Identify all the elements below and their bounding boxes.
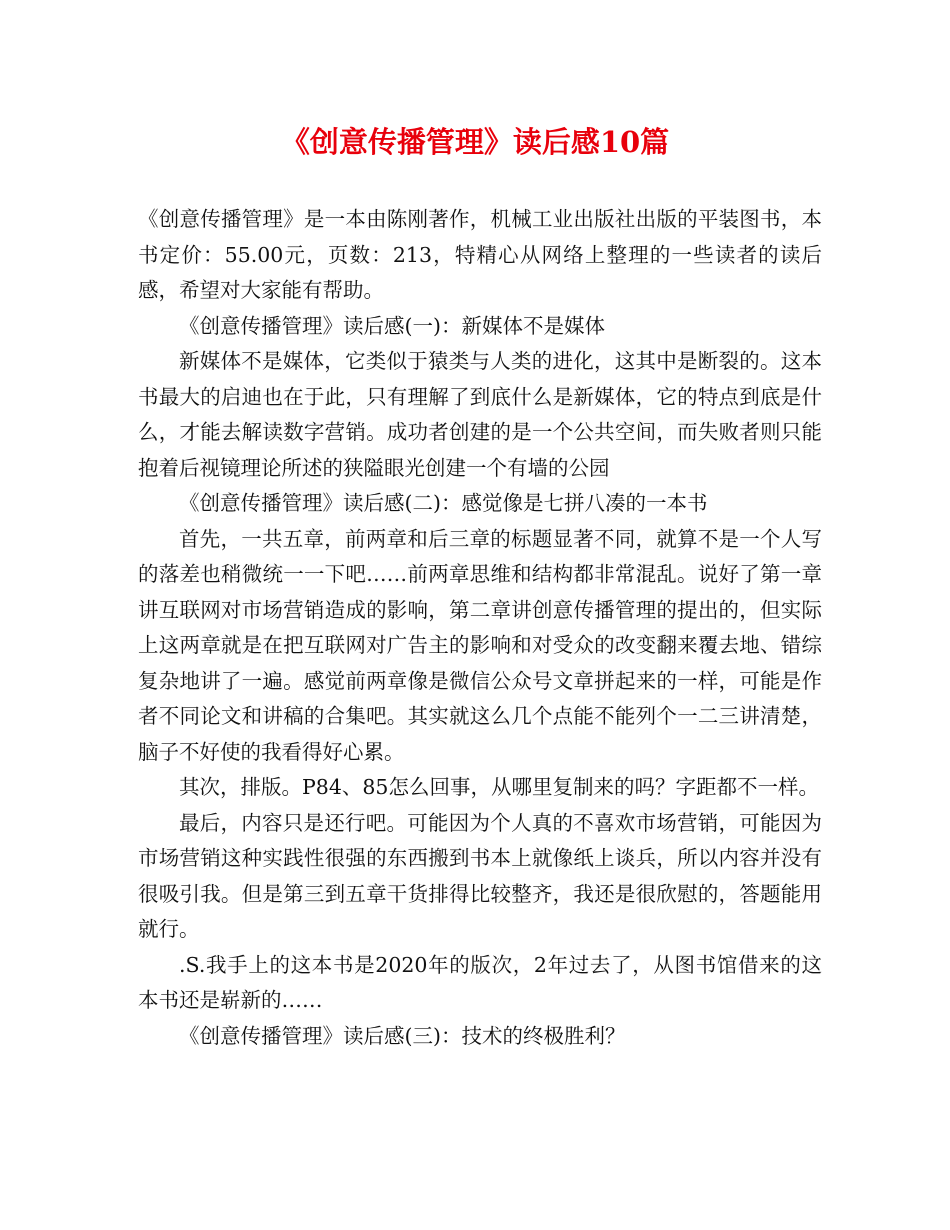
- body-paragraph: 最后，内容只是还行吧。可能因为个人真的不喜欢市场营销，可能因为市场营销这种实践性很强的东西搬到书本上就像纸上谈兵，所以内容并没有很吸引我。但是第三到五章干货排得比较整齐，我还是很欣慰的，答题能用就行。: [138, 810, 822, 941]
- section-heading-2: 《创意传播管理》读后感(二)：感觉像是七拼八凑的一本书: [179, 491, 708, 515]
- body-paragraph: .S.我手上的这本书是2020年的版次，2年过去了，从图书馆借来的这本书还是崭新的……: [138, 952, 822, 1012]
- document-body: [138, 202, 822, 1054]
- document-title: 《创意传播管理》读后感10篇: [280, 125, 670, 159]
- section-heading-3: 《创意传播管理》读后感(三)：技术的终极胜利？: [179, 1023, 626, 1048]
- intro-paragraph: 《创意传播管理》是一本由陈刚著作，机械工业出版社出版的平装图书，本书定价：55.00元，页数：213，特精心从网络上整理的一些读者的读后感，希望对大家能有帮助。: [138, 207, 822, 302]
- body-paragraph: 新媒体不是媒体，它类似于猿类与人类的进化，这其中是断裂的。这本书最大的启迪也在于此，只有理解了到底什么是新媒体，它的特点到底是什么，才能去解读数字营销。成功者创建的是一个公共空间，而失败者则只能抱着后视镜理论所述的狭隘眼光创建一个有墙的公园: [138, 349, 822, 480]
- section-heading-1: 《创意传播管理》读后感(一)：新媒体不是媒体: [179, 313, 605, 338]
- body-paragraph: 其次，排版。P84、85怎么回事，从哪里复制来的吗？字距都不一样。: [179, 775, 819, 799]
- body-paragraph: 首先，一共五章，前两章和后三章的标题显著不同，就算不是一个人写的落差也稍微统一一下吧……前两章思维和结构都非常混乱。说好了第一章讲互联网对市场营销造成的影响，第二章讲创意传播管理的提出的，但实际上这两章就是在把互联网对广告主的影响和对受众的改变翻来覆去地、错综复杂地讲了一遍。感觉前两章像是微信公众号文章拼起来的一样，可能是作者不同论文和讲稿的合集吧。其实就这么几个点能不能列个一二三讲清楚，脑子不好使的我看得好心累。: [138, 526, 822, 764]
